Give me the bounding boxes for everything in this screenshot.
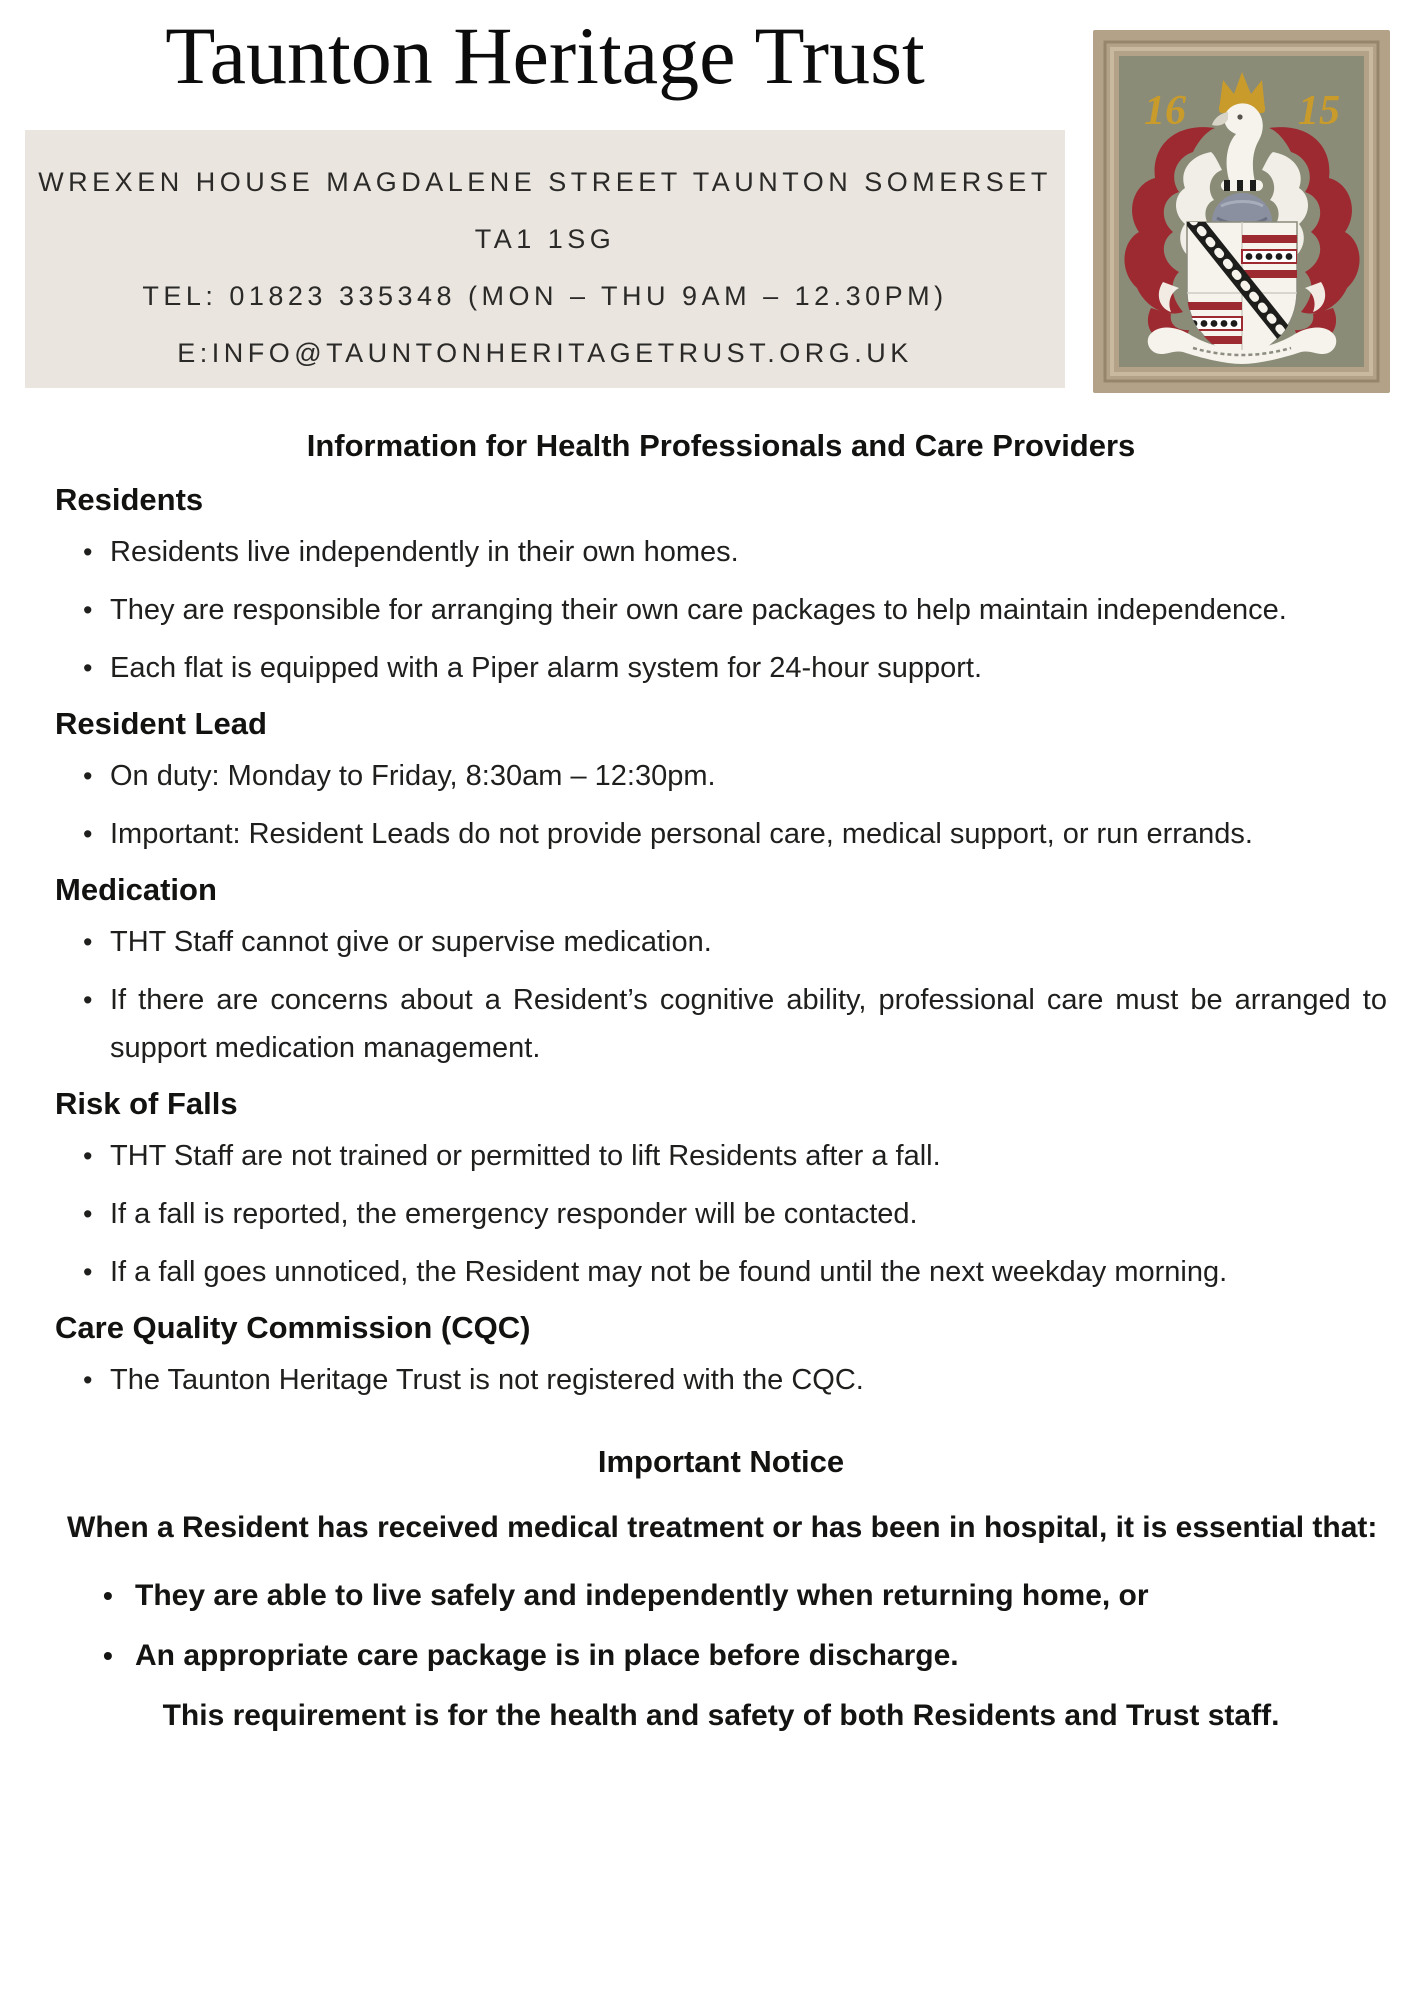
list-item: • If a fall goes unnoticed, the Resident may not be found until the next weekday morning. — [83, 1248, 1387, 1296]
list-item: • An appropriate care package is in place before discharge. — [103, 1632, 1387, 1680]
coat-of-arms-photo — [1093, 30, 1390, 393]
page-title: Taunton Heritage Trust — [165, 10, 925, 101]
resident-lead-list — [55, 752, 1387, 858]
list-item: • THT Staff are not trained or permitted to lift Residents after a fall. — [83, 1132, 1387, 1180]
list-item: • On duty: Monday to Friday, 8:30am – 12:30pm. — [83, 752, 1387, 800]
notice-footer: This requirement is for the health and safety of both Residents and Trust staff. — [162, 1699, 1280, 1732]
crest-bars-top-right — [1242, 235, 1297, 278]
list-item: • THT Staff cannot give or supervise medication. — [83, 918, 1387, 966]
section-heading-resident-lead: Resident Lead — [55, 706, 267, 741]
section-heading-risk-of-falls: Risk of Falls — [55, 1086, 238, 1121]
notice-intro: When a Resident has received medical treatment or has been in hospital, it is essential that: — [67, 1511, 1378, 1544]
list-item: • They are responsible for arranging their own care packages to help maintain independence. — [83, 586, 1387, 634]
notice-heading: Important Notice — [597, 1444, 845, 1479]
list-item: • If a fall is reported, the emergency responder will be contacted. — [83, 1190, 1387, 1238]
list-item: • Important: Resident Leads do not provide personal care, medical support, or run errands. — [83, 810, 1387, 858]
section-heading-cqc: Care Quality Commission (CQC) — [55, 1310, 531, 1345]
document-body — [0, 424, 1414, 1740]
list-item: • If there are concerns about a Resident’s cognitive ability, professional care must be arranged to support medication management. — [83, 976, 1387, 1072]
crest-year-left: 16 — [1144, 88, 1186, 134]
address-line-postcode: TA1 1SG — [474, 224, 616, 254]
main-heading: Information for Health Professionals and Care Providers — [306, 428, 1136, 463]
cqc-list — [55, 1356, 1387, 1404]
crest-year-right: 15 — [1298, 88, 1340, 134]
address-line-telephone: TEL: 01823 335348 (MON – THU 9AM – 12.30PM) — [142, 281, 948, 311]
list-item: • Residents live independently in their own homes. — [83, 528, 1387, 576]
list-item: • They are able to live safely and independently when returning home, or — [103, 1572, 1387, 1620]
crest-torse — [1221, 180, 1263, 191]
document-header — [0, 0, 1414, 400]
notice-list — [55, 1572, 1387, 1680]
medication-list — [55, 918, 1387, 1072]
address-line-email: E:INFO@TAUNTONHERITAGETRUST.ORG.UK — [177, 338, 913, 368]
address-line-street: WREXEN HOUSE MAGDALENE STREET TAUNTON SOMERSET — [38, 167, 1052, 197]
section-heading-residents: Residents — [55, 482, 204, 517]
address-box — [25, 130, 1065, 388]
list-item: • Each flat is equipped with a Piper alarm system for 24-hour support. — [83, 644, 1387, 692]
list-item: • The Taunton Heritage Trust is not registered with the CQC. — [83, 1356, 1387, 1404]
residents-list — [55, 528, 1387, 692]
section-heading-medication: Medication — [55, 872, 217, 907]
risk-of-falls-list — [55, 1132, 1387, 1296]
